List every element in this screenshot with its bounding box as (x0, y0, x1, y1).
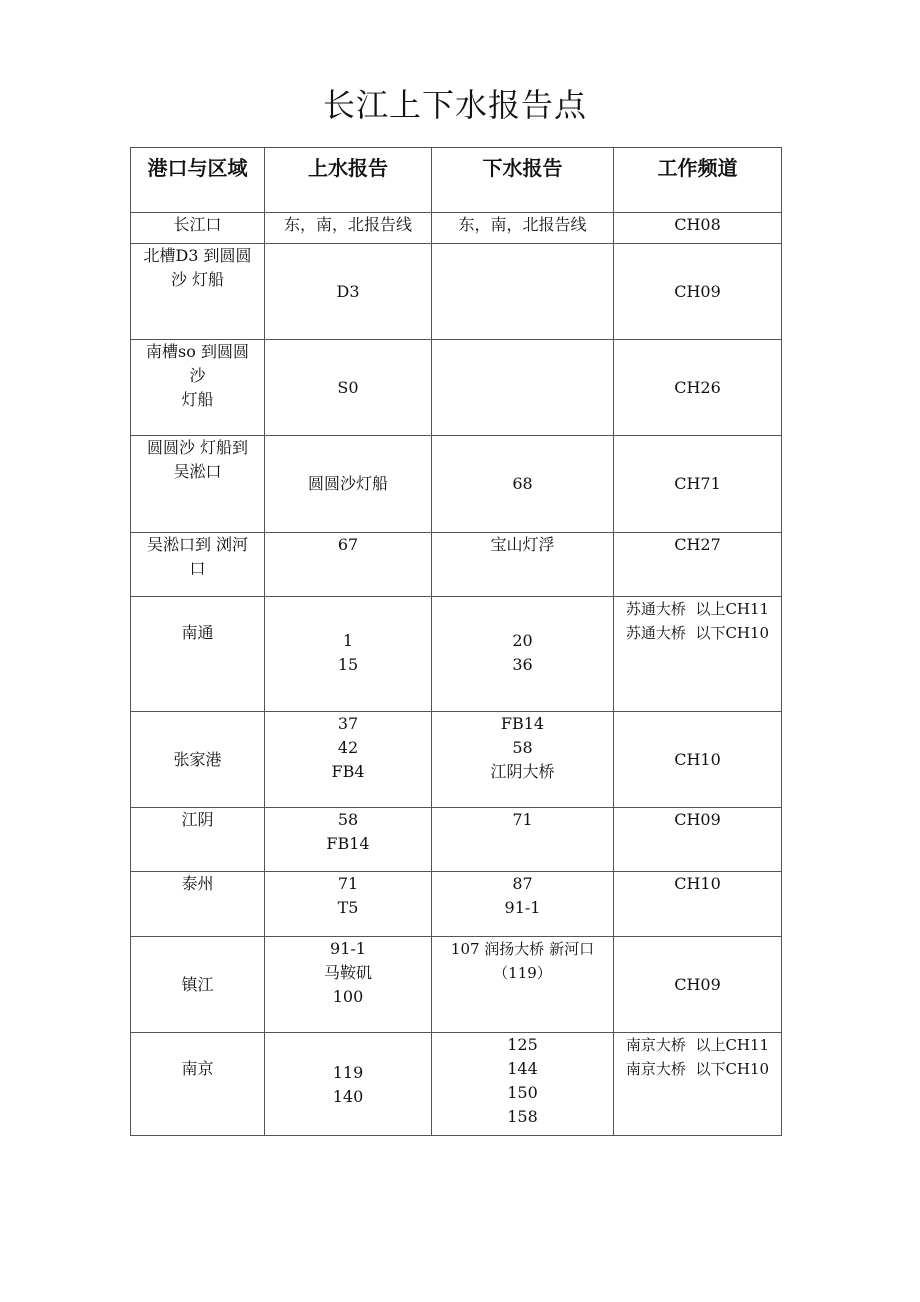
header-region: 港口与区域 (131, 148, 265, 213)
cell-upstream: 东，南，北报告线 (265, 213, 432, 244)
table-row (131, 244, 782, 340)
cell-region: 圆圆沙 灯船到 吴淞口 (131, 436, 265, 533)
cell-channel: CH26 (614, 340, 782, 436)
cell-channel: CH27 (614, 533, 782, 597)
table-row (131, 808, 782, 872)
table-row (131, 872, 782, 937)
cell-downstream (432, 340, 614, 436)
cell-downstream: 20 36 (432, 597, 614, 712)
header-downstream: 下水报告 (432, 148, 614, 213)
cell-upstream: 37 42 FB4 (265, 712, 432, 808)
table-row (131, 533, 782, 597)
cell-upstream: D3 (265, 244, 432, 340)
cell-region: 南槽so 到圆圆 沙 灯船 (131, 340, 265, 436)
cell-channel: CH09 (614, 808, 782, 872)
cell-downstream: 东，南，北报告线 (432, 213, 614, 244)
header-upstream: 上水报告 (265, 148, 432, 213)
cell-channel: CH09 (614, 244, 782, 340)
cell-channel: 苏通大桥 以上CH11 苏通大桥 以下CH10 (614, 597, 782, 712)
cell-downstream: 87 91-1 (432, 872, 614, 937)
table-row (131, 213, 782, 244)
header-channel: 工作频道 (614, 148, 782, 213)
cell-channel: 南京大桥 以上CH11 南京大桥 以下CH10 (614, 1033, 782, 1136)
table-row (131, 1033, 782, 1136)
table-row (131, 597, 782, 712)
cell-downstream (432, 244, 614, 340)
cell-region: 江阴 (131, 808, 265, 872)
table-row (131, 712, 782, 808)
cell-region: 泰州 (131, 872, 265, 937)
report-points-table (130, 147, 782, 1136)
cell-upstream: 91-1 马鞍矶 100 (265, 937, 432, 1033)
cell-downstream: 71 (432, 808, 614, 872)
cell-upstream: 1 15 (265, 597, 432, 712)
cell-channel: CH71 (614, 436, 782, 533)
cell-region: 长江口 (131, 213, 265, 244)
cell-downstream: 宝山灯浮 (432, 533, 614, 597)
table-header-row (131, 148, 782, 213)
table-row (131, 436, 782, 533)
cell-region: 南京 (131, 1033, 265, 1136)
table-row (131, 340, 782, 436)
cell-channel: CH10 (614, 872, 782, 937)
cell-region: 南通 (131, 597, 265, 712)
cell-upstream: S0 (265, 340, 432, 436)
page-title: 长江上下水报告点 (322, 86, 587, 124)
cell-region: 吴淞口到 浏河 口 (131, 533, 265, 597)
cell-region: 北槽D3 到圆圆 沙 灯船 (131, 244, 265, 340)
cell-downstream: 107 润扬大桥 新河口 （119） (432, 937, 614, 1033)
cell-downstream: 125 144 150 158 (432, 1033, 614, 1136)
cell-upstream: 67 (265, 533, 432, 597)
cell-downstream: 68 (432, 436, 614, 533)
cell-upstream: 71 T5 (265, 872, 432, 937)
table-row (131, 937, 782, 1033)
cell-upstream: 58 FB14 (265, 808, 432, 872)
cell-downstream: FB14 58 江阴大桥 (432, 712, 614, 808)
cell-upstream: 圆圆沙灯船 (265, 436, 432, 533)
cell-region: 张家港 (131, 712, 265, 808)
cell-channel: CH10 (614, 712, 782, 808)
cell-channel: CH08 (614, 213, 782, 244)
cell-upstream: 119 140 (265, 1033, 432, 1136)
cell-channel: CH09 (614, 937, 782, 1033)
cell-region: 镇江 (131, 937, 265, 1033)
